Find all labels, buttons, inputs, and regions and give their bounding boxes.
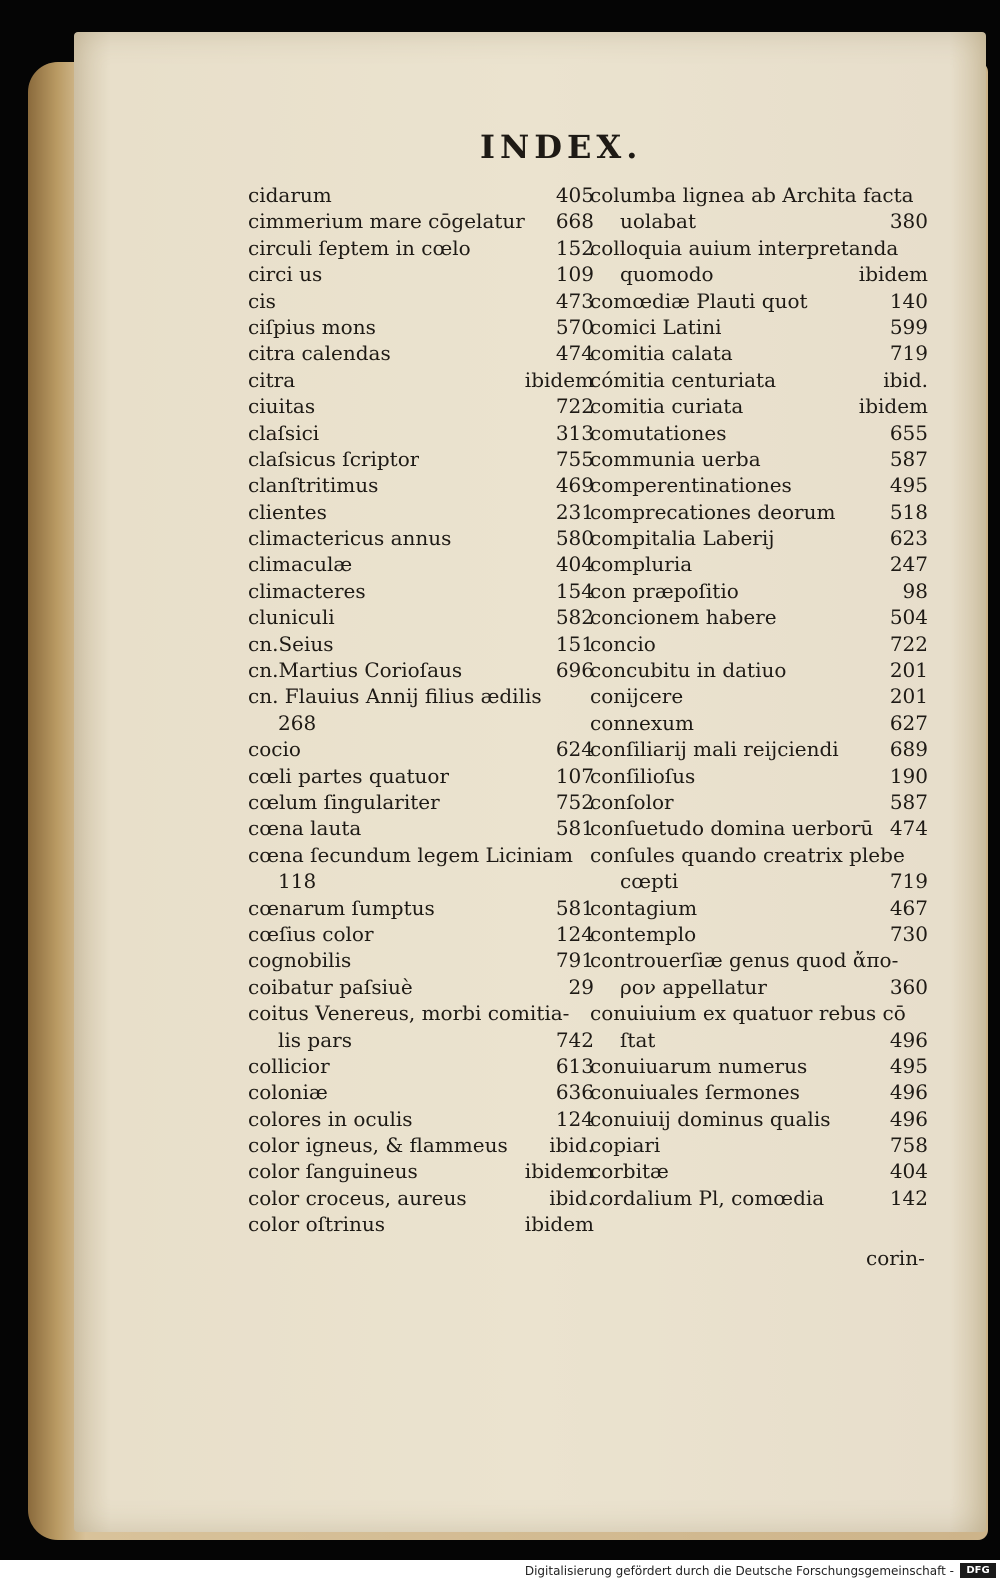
index-entry [248,235,594,261]
index-term: claſsici [248,420,320,445]
index-entry [590,1027,928,1053]
index-entry [590,868,928,894]
index-page-ref: 719 [889,341,928,366]
index-page-ref: 581 [555,816,594,841]
index-entry [248,1027,594,1053]
index-term: cœſius color [248,921,374,946]
index-entry [590,815,928,841]
index-page-ref: 730 [889,921,928,946]
index-term: clientes [248,499,327,524]
index-page-ref: 624 [555,737,594,762]
catchword: corin- [866,1246,925,1270]
index-page-ref: 107 [555,763,594,788]
index-term: cœli partes quatuor [248,763,450,788]
index-page-ref: 668 [555,209,594,234]
index-term: conſules quando creatrix plebe [590,842,905,867]
index-entry [248,763,594,789]
index-page-ref: 313 [555,420,594,445]
index-term: comitia calata [590,341,733,366]
index-entry [248,1079,594,1105]
index-entry [248,1106,594,1132]
index-term: coitus Venereus, morbi comitia- [248,1001,570,1026]
index-page-ref: 722 [555,394,594,419]
index-entry [248,974,594,1000]
index-page-ref: 755 [555,446,594,471]
index-term: compluria [590,552,693,577]
index-entry [248,261,594,287]
index-entry [248,182,594,208]
index-term: comutationes [590,420,727,445]
index-page-ref: 404 [889,1159,928,1184]
index-term: concionem habere [590,605,777,630]
index-term: cognobilis [248,948,352,973]
index-term: corbitæ [590,1159,669,1184]
index-entry [248,1053,594,1079]
index-page-ref: ibidem [524,1159,594,1184]
index-term: cordalium Pl, comœdia [590,1185,825,1210]
index-term: color ſanguineus [248,1159,418,1184]
index-entry [590,842,928,868]
index-term: color igneus, & flammeus [248,1133,508,1158]
index-entry [590,974,928,1000]
index-entry [248,340,594,366]
index-entry [590,393,928,419]
index-term: cn.Seius [248,631,334,656]
index-entry [590,1132,928,1158]
index-entry [590,1053,928,1079]
index-page-ref: 580 [555,526,594,551]
index-entry [248,789,594,815]
index-term: cómitia centuriata [590,367,776,392]
index-entry [248,314,594,340]
index-entry [248,842,594,868]
index-term: conſiliarij mali reijciendi [590,737,839,762]
index-entry [590,1106,928,1132]
index-column-left [248,182,594,1238]
index-page-ref: ibidem [858,394,928,419]
index-term: claſsicus ſcriptor [248,446,420,471]
index-term: circi us [248,262,323,287]
index-page-ref: 495 [889,473,928,498]
index-page-ref: ibid. [549,1185,594,1210]
index-page-ref: 231 [555,499,594,524]
index-page-ref: 758 [889,1133,928,1158]
index-term: circuli ſeptem in cœlo [248,235,471,260]
index-term: conuiuales ſermones [590,1080,800,1105]
index-term: ſtat [620,1027,656,1052]
index-entry [590,789,928,815]
index-term: ciſpius mons [248,314,376,339]
index-entry [248,472,594,498]
index-page-ref: 722 [889,631,928,656]
index-entry [248,525,594,551]
index-page-ref: 360 [889,974,928,999]
index-term: color oſtrinus [248,1212,386,1237]
index-term: cœnarum ſumptus [248,895,435,920]
index-page-ref: 201 [889,658,928,683]
page-title: INDEX. [480,128,643,166]
index-entry [590,288,928,314]
index-entry [590,525,928,551]
index-entry [248,1211,594,1237]
index-page-ref: ibidem [524,1212,594,1237]
index-entry [248,420,594,446]
index-entry [248,1000,594,1026]
index-page-ref: 473 [555,288,594,313]
index-page-ref: 467 [889,895,928,920]
index-page-ref: 791 [555,948,594,973]
index-entry [590,182,928,208]
index-term: 268 [278,710,317,735]
index-page-ref: 140 [889,288,928,313]
index-entry [248,1158,594,1184]
index-term: ρον appellatur [620,974,767,999]
index-page-ref: 581 [555,895,594,920]
index-page-ref: 587 [889,789,928,814]
index-entry [248,710,594,736]
index-entry [590,1158,928,1184]
footer-bar [0,1560,1000,1582]
index-term: coloniæ [248,1080,328,1105]
index-entry [590,763,928,789]
index-term: comœdiæ Plauti quot [590,288,808,313]
index-page-ref: 29 [568,974,594,999]
index-entry [590,235,928,261]
index-term: cœpti [620,869,679,894]
index-term: collicior [248,1053,330,1078]
index-entry [590,895,928,921]
index-term: conuiuij dominus qualis [590,1106,831,1131]
index-entry [590,367,928,393]
index-term: concio [590,631,656,656]
index-page-ref: 719 [889,869,928,894]
index-page-ref: 752 [555,789,594,814]
index-entry [248,367,594,393]
index-page-ref: 201 [889,684,928,709]
index-term: cluniculi [248,605,335,630]
index-term: cidarum [248,183,332,207]
index-term: citra [248,367,296,392]
index-entry [248,868,594,894]
index-term: comperentinationes [590,473,792,498]
index-entry [248,1185,594,1211]
index-term: cn.Martius Corioſaus [248,658,463,683]
index-term: cœlum ſingulariter [248,789,440,814]
index-term: conijcere [590,684,684,709]
index-column-right [590,182,928,1211]
index-entry [248,499,594,525]
index-page-ref: 152 [555,235,594,260]
index-page-ref: 570 [555,314,594,339]
index-entry [590,1185,928,1211]
index-term: conuiuarum numerus [590,1053,808,1078]
index-entry [590,551,928,577]
index-entry [590,683,928,709]
index-entry [590,472,928,498]
index-page-ref: 405 [555,183,594,207]
index-term: compitalia Laberij [590,526,775,551]
index-entry [248,657,594,683]
index-term: comprecationes deorum [590,499,836,524]
index-entry [590,631,928,657]
index-entry [590,578,928,604]
index-entry [590,710,928,736]
index-term: quomodo [620,262,714,287]
index-page-ref: 495 [889,1053,928,1078]
index-entry [590,947,928,973]
index-term: contagium [590,895,698,920]
index-entry [248,208,594,234]
index-page-ref: 496 [889,1106,928,1131]
index-term: cœna ſecundum legem Liciniam [248,842,573,867]
index-page-ref: 190 [889,763,928,788]
index-page-ref: 496 [889,1080,928,1105]
index-term: copiari [590,1133,661,1158]
index-entry [590,314,928,340]
index-page-ref: 98 [902,578,928,603]
index-term: controuerſiæ genus quod ἄπο- [590,948,899,973]
index-entry [590,1000,928,1026]
index-page-ref: 689 [889,737,928,762]
index-page-ref: 518 [889,499,928,524]
index-term: uolabat [620,209,697,234]
index-entry [248,895,594,921]
index-term: 118 [278,869,317,894]
index-term: colores in oculis [248,1106,413,1131]
index-term: connexum [590,710,694,735]
index-page-ref: 655 [889,420,928,445]
index-page-ref: 742 [555,1027,594,1052]
index-term: coibatur paſsiuè [248,974,413,999]
index-entry [590,340,928,366]
index-term: cis [248,288,276,313]
index-entry [248,947,594,973]
index-page-ref: 636 [555,1080,594,1105]
index-term: conſolor [590,789,674,814]
index-term: conſuetudo domina uerborū [590,816,874,841]
index-page-ref: ibidem [524,367,594,392]
index-page-ref: 124 [555,1106,594,1131]
index-entry [248,604,594,630]
index-page-ref: 151 [555,631,594,656]
index-entry [248,393,594,419]
index-page-ref: 627 [889,710,928,735]
index-entry [590,736,928,762]
index-page-ref: 154 [555,578,594,603]
index-page-ref: ibidem [858,262,928,287]
index-term: lis pars [278,1027,352,1052]
index-term: con præpoſitio [590,578,739,603]
index-entry [590,420,928,446]
index-term: columba lignea ab Archita facta [590,183,914,207]
index-term: concubitu in datiuo [590,658,787,683]
index-page-ref: 474 [889,816,928,841]
index-term: color croceus, aureus [248,1185,467,1210]
index-page-ref: ibid. [883,367,928,392]
index-term: climaculæ [248,552,353,577]
index-page-ref: 623 [889,526,928,551]
index-entry [248,578,594,604]
index-page-ref: 582 [555,605,594,630]
index-entry [590,1079,928,1105]
index-term: citra calendas [248,341,391,366]
index-term: clanſtritimus [248,473,379,498]
index-term: ciuitas [248,394,316,419]
index-entry [248,683,594,709]
index-term: colloquia auium interpretanda [590,235,899,260]
index-term: cocio [248,737,301,762]
index-entry [590,604,928,630]
index-page-ref: 696 [555,658,594,683]
index-entry [248,815,594,841]
index-page-ref: 587 [889,446,928,471]
index-entry [590,208,928,234]
index-page-ref: 504 [889,605,928,630]
index-page-ref: 247 [889,552,928,577]
index-page-ref: 380 [889,209,928,234]
index-entry [248,551,594,577]
index-entry [248,288,594,314]
index-term: cn. Flauius Annij filius ædilis [248,684,542,709]
index-page-ref: 599 [889,314,928,339]
index-term: climacteres [248,578,366,603]
index-page-ref: 474 [555,341,594,366]
index-term: cimmerium mare cōgelatur [248,209,525,234]
index-entry [590,261,928,287]
index-term: conuiuium ex quatuor rebus cō [590,1001,906,1026]
index-page-ref: 404 [555,552,594,577]
index-term: contemplo [590,921,697,946]
index-term: comici Latini [590,314,722,339]
index-term: climactericus annus [248,526,452,551]
index-page-ref: 496 [889,1027,928,1052]
footer-credit: Digitalisierung gefördert durch die Deutsche Forschungsgemeinschaft - [524,1564,954,1578]
index-term: cœna lauta [248,816,362,841]
index-entry [248,631,594,657]
index-page-ref: 469 [555,473,594,498]
index-entry [248,921,594,947]
index-page-ref: 109 [555,262,594,287]
index-entry [248,1132,594,1158]
index-entry [590,446,928,472]
dfg-logo: DFG [960,1563,996,1578]
index-entry [590,921,928,947]
index-entry [590,499,928,525]
index-page-ref: 142 [889,1185,928,1210]
index-entry [248,446,594,472]
index-page-ref: ibid. [549,1133,594,1158]
index-entry [590,657,928,683]
index-page-ref: 613 [555,1053,594,1078]
index-entry [248,736,594,762]
index-term: communia uerba [590,446,761,471]
index-term: conſilioſus [590,763,696,788]
index-page-ref: 124 [555,921,594,946]
index-term: comitia curiata [590,394,744,419]
